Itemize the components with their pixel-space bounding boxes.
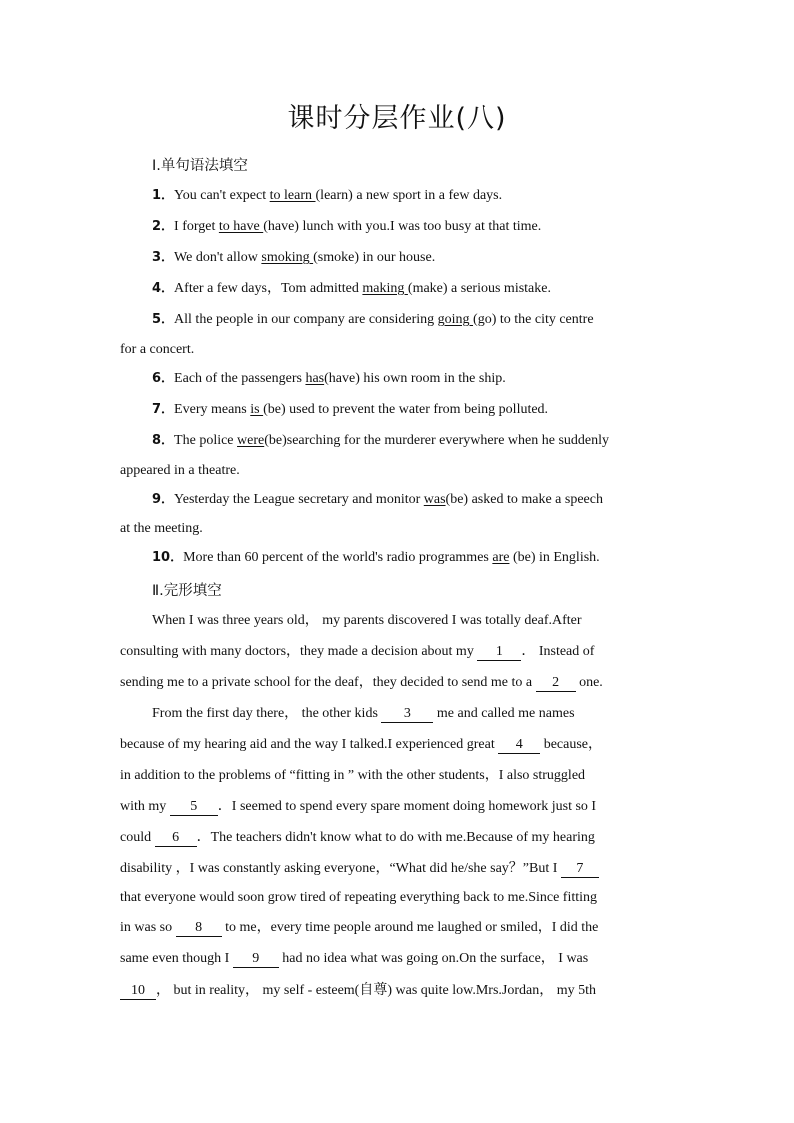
cloze-blank-6: 6 [155,830,197,847]
cloze-text: disability ，I was constantly asking everyone，“What did he/she say？”But I [120,861,561,876]
item-text: (be)searching for the murderer everywhere when he suddenly [264,433,610,448]
item-text: (be) asked to make a speech [445,492,603,507]
cloze-line-11 [120,919,672,937]
item-text: After a few days，Tom admitted [174,281,363,296]
grammar-item-1 [152,187,672,205]
cloze-blank-9: 9 [233,951,279,968]
cloze-text: in was so [120,920,176,935]
cloze-line-6: in addition to the problems of “fitting in ” with the other students，I also struggled [120,768,586,783]
cloze-text: sending me to a private school for the deaf，they decided to send me to a [120,675,536,690]
item-number: 7． [152,402,175,417]
item-text: More than 60 percent of the world's radio programmes [183,550,493,565]
item-text: I forget [174,219,219,234]
item-number: 2． [152,219,175,234]
page-title: 课时分层作业(八) [287,103,507,134]
cloze-blank-7: 7 [561,861,599,878]
item-text: The police [174,433,238,448]
item-answer: is [250,402,264,417]
cloze-text: had no idea what was going on.On the surface， I was [278,951,589,966]
cloze-text: to me，every time people around me laughed or smiled，I did the [221,920,599,935]
item-answer: has [305,371,325,386]
item-text: (go) to the city centre [473,312,594,327]
cloze-text: one. [575,675,603,690]
item-number: 9． [152,492,175,507]
item-text: You can't expect [174,188,270,203]
grammar-item-3 [152,249,672,267]
cloze-text: me and called me names [433,706,575,721]
item-number: 8． [152,433,175,448]
grammar-item-9 [152,491,672,509]
grammar-item-7 [152,401,672,419]
grammar-item-8 [152,432,672,450]
cloze-text: could [120,830,155,845]
grammar-item-2 [152,218,672,236]
cloze-text: ．I seemed to spend every spare moment doing homework just so I [217,799,597,814]
cloze-blank-8: 8 [176,920,222,937]
cloze-text: because of my hearing aid and the way I talked.I experienced great [120,737,499,752]
item-answer: making [362,281,408,296]
cloze-blank-10: 10 [120,983,156,1000]
cloze-line-3 [120,674,672,692]
item-answer: are [492,550,510,565]
grammar-item-9-cont: at the meeting. [120,521,203,536]
item-answer: to have [218,219,264,234]
item-text: (have) lunch with you.I was too busy at that time. [263,219,542,234]
item-number: 4． [152,281,175,296]
grammar-item-4 [152,280,672,298]
item-number: 1． [152,188,175,203]
section-heading-cloze: Ⅱ.完形填空 [152,583,222,599]
cloze-line-10: that everyone would soon grow tired of repeating everything back to me.Since fitting [120,890,598,905]
item-text: (be) in English. [509,550,600,565]
item-text: (smoke) in our house. [313,250,436,265]
cloze-text: ．The teachers didn't know what to do with me.Because of my hearing [196,830,595,845]
item-text: (make) a serious mistake. [407,281,551,296]
item-answer: were [237,433,265,448]
cloze-line-5 [120,736,672,754]
cloze-line-12 [120,950,672,968]
item-text: (learn) a new sport in a few days. [315,188,503,203]
cloze-line-8 [120,829,672,847]
cloze-line-2 [120,643,672,661]
grammar-item-6 [152,370,672,388]
cloze-text: ， but in reality， my self - esteem(自尊) was quite low.Mrs.Jordan， my 5th [156,983,597,998]
cloze-text: with my [120,799,170,814]
cloze-line-4 [152,705,672,723]
cloze-text: From the first day there， the other kids [152,706,382,721]
item-text: (have) his own room in the ship. [324,371,506,386]
cloze-line-9 [120,860,672,878]
grammar-item-8-cont: appeared in a theatre. [120,463,240,478]
item-number: 6． [152,371,175,386]
item-answer: was [423,492,446,507]
item-answer: to learn [269,188,316,203]
item-text: All the people in our company are considering [174,312,438,327]
cloze-blank-5: 5 [170,799,218,816]
item-number: 5． [152,312,175,327]
cloze-blank-1: 1 [477,644,521,661]
grammar-item-5 [152,311,672,329]
cloze-text: because， [540,737,603,752]
item-answer: going [437,312,474,327]
item-text: Each of the passengers [174,371,306,386]
section-heading-grammar: Ⅰ.单句语法填空 [152,158,248,174]
cloze-blank-3: 3 [381,706,433,723]
cloze-line-13 [120,982,672,1000]
cloze-line-1: When I was three years old， my parents discovered I was totally deaf.After [152,613,582,628]
cloze-text: consulting with many doctors，they made a decision about my [120,644,478,659]
cloze-text: same even though I [120,951,233,966]
item-text: Every means [174,402,251,417]
cloze-blank-2: 2 [536,675,576,692]
item-text: (be) used to prevent the water from being polluted. [263,402,549,417]
grammar-item-10 [152,549,672,567]
grammar-item-5-cont: for a concert. [120,342,195,357]
cloze-blank-4: 4 [498,737,540,754]
cloze-line-7 [120,798,672,816]
item-number: 10． [152,550,184,565]
item-text: We don't allow [174,250,262,265]
item-text: Yesterday the League secretary and monitor [174,492,424,507]
cloze-text: ． Instead of [521,644,595,659]
item-number: 3． [152,250,175,265]
item-answer: smoking [261,250,314,265]
